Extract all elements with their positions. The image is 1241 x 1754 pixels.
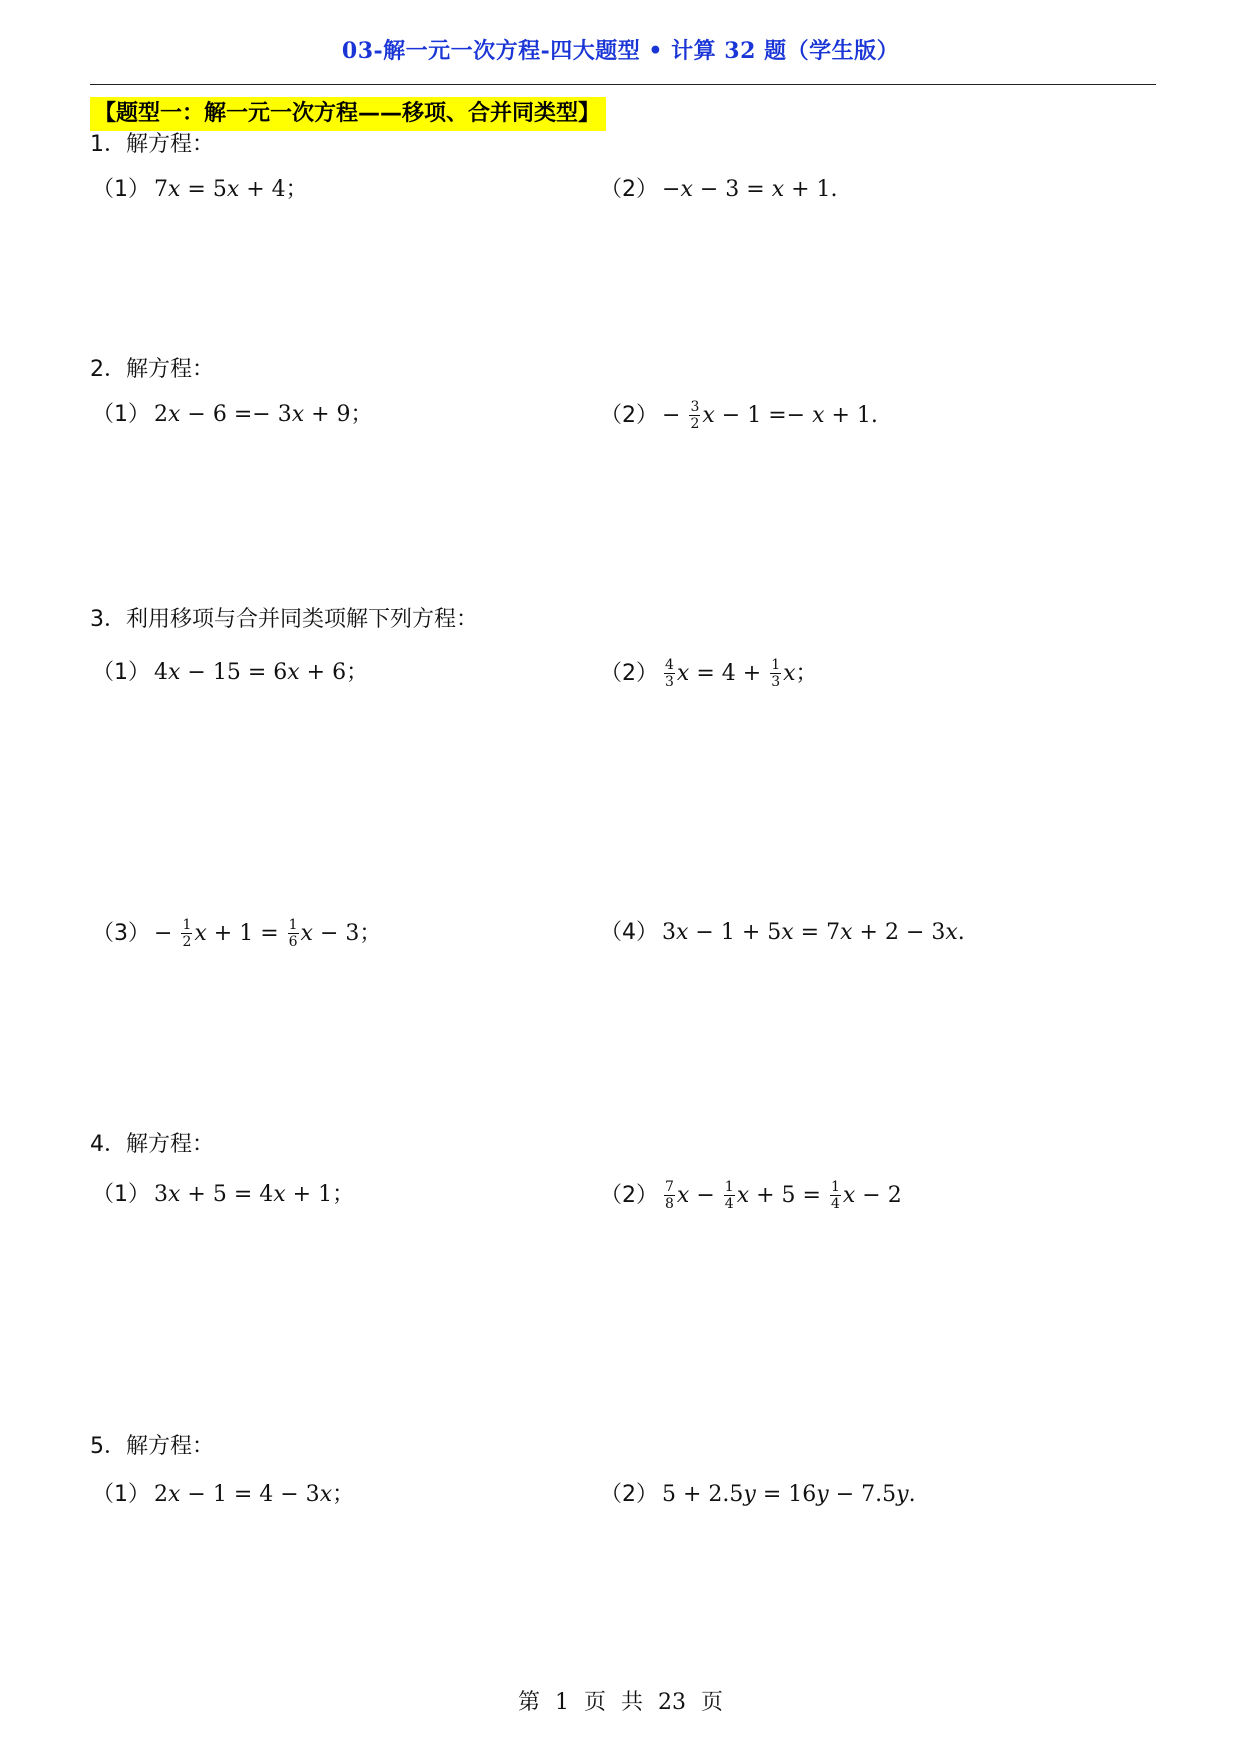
question-4-part-1 (92, 1180, 354, 1210)
variable: x (842, 1182, 856, 1208)
equation: 3 x − 1 + 5 x = 7 x + 2 − 3 x . (662, 918, 965, 948)
variable: x (291, 402, 305, 427)
equation: − $\frac{3}{2}$ x − 1 =− x + 1. (662, 399, 878, 432)
variable: y (816, 1482, 829, 1507)
variable: y (743, 1482, 756, 1507)
equation: 4 x − 15 = 6 x + 6； (154, 658, 368, 688)
fraction: $\frac{1}{6}$ (288, 917, 298, 950)
part-label: （2） (600, 1182, 658, 1208)
variable: x (840, 920, 853, 945)
variable: x (319, 1482, 333, 1507)
variable: x (781, 920, 794, 945)
fraction: $\frac{1}{3}$ (771, 657, 781, 690)
variable: x (676, 1182, 690, 1208)
equation: 5 + 2.5 y = 16 y − 7.5 y . (662, 1480, 916, 1510)
variable: x (702, 402, 715, 428)
part-label: （3） (92, 920, 150, 946)
question-3-part-3 (92, 918, 381, 949)
part-label: （2） (600, 177, 658, 202)
question-5-stem: 5．解方程： (90, 1434, 214, 1459)
part-label: （1） (92, 1482, 150, 1507)
question-1-part-2 (600, 175, 838, 205)
equation: 7 x = 5 x + 4； (154, 175, 308, 205)
variable: x (771, 177, 785, 202)
variable: x (783, 660, 796, 686)
equation: 2 x − 6 =− 3 x + 9； (154, 400, 373, 430)
fraction: $\frac{1}{4}$ (724, 1179, 734, 1212)
question-4-stem: 4．解方程： (90, 1132, 214, 1157)
question-2-part-1 (92, 400, 373, 430)
fraction: $\frac{1}{2}$ (182, 917, 192, 950)
variable: x (168, 177, 181, 202)
variable: x (168, 1482, 181, 1507)
variable: x (168, 660, 181, 685)
question-5-part-2 (600, 1480, 916, 1510)
part-label: （2） (600, 660, 658, 686)
fraction: $\frac{4}{3}$ (665, 657, 674, 690)
variable: x (273, 1182, 286, 1207)
part-label: （1） (92, 177, 150, 202)
question-5-part-1 (92, 1480, 354, 1510)
part-label: （4） (600, 920, 658, 945)
equation: 2 x − 1 = 4 − 3 x ； (154, 1480, 354, 1510)
header-divider (90, 84, 1156, 85)
fraction: $\frac{3}{2}$ (690, 399, 700, 432)
equation: 3 x + 5 = 4 x + 1； (154, 1180, 354, 1210)
fraction: $\frac{7}{8}$ (665, 1179, 674, 1212)
part-label: （2） (600, 402, 658, 428)
variable: x (676, 920, 689, 945)
part-label: （2） (600, 1482, 658, 1507)
section-heading: 【题型一：解一元一次方程——移项、合并同类型】 (90, 97, 606, 131)
page-number: 第 1 页 共 23 页 (518, 1690, 723, 1715)
variable: x (676, 660, 690, 686)
document-title: 03-解一元一次方程-四大题型 • 计算 32 题（学生版） (341, 38, 900, 64)
question-3-part-1 (92, 658, 368, 688)
variable: x (287, 660, 300, 685)
variable: x (194, 920, 207, 946)
equation: − x − 3 = x + 1. (662, 175, 838, 205)
question-1-stem: 1．解方程： (90, 132, 214, 157)
variable: x (680, 177, 693, 202)
variable: x (812, 402, 825, 428)
fraction: $\frac{1}{4}$ (830, 1179, 840, 1212)
variable: x (168, 1182, 181, 1207)
question-1-part-1 (92, 175, 308, 205)
question-2-stem: 2．解方程： (90, 357, 214, 382)
part-label: （1） (92, 402, 150, 427)
variable: x (168, 402, 181, 427)
variable: x (736, 1182, 750, 1208)
equation: $\frac{4}{3}$ x = 4 + $\frac{1}{3}$ x ； (665, 657, 818, 690)
variable: x (300, 920, 313, 946)
part-label: （1） (92, 1182, 150, 1207)
variable: x (945, 920, 958, 945)
question-3-part-2 (600, 658, 818, 689)
question-3-part-4 (600, 918, 965, 948)
question-4-part-2 (600, 1180, 902, 1211)
question-3-stem: 3．利用移项与合并同类项解下列方程： (90, 607, 478, 632)
equation: $\frac{7}{8}$ x − $\frac{1}{4}$ x + 5 = $\frac{1}{4}$ x − 2 (665, 1179, 902, 1212)
variable: x (226, 177, 240, 202)
question-2-part-2 (600, 400, 878, 431)
part-label: （1） (92, 660, 150, 685)
equation: − $\frac{1}{2}$ x + 1 = $\frac{1}{6}$ x − 3； (154, 917, 382, 950)
variable: y (896, 1482, 909, 1507)
